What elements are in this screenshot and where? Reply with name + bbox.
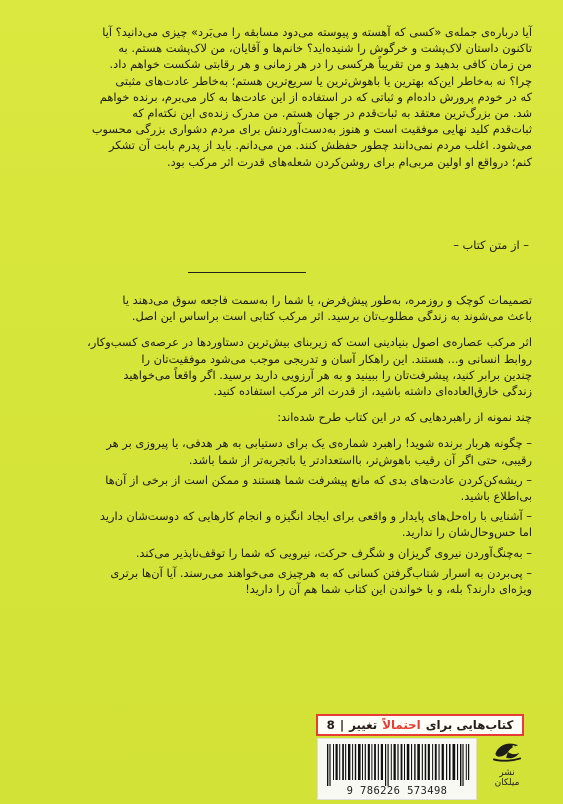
cover-footer bbox=[0, 694, 563, 804]
strategy-item-1-line-1: – چگونه هربار برنده شوید! راهبرد شماره‌ی یک برای دستیابی به هر هدفی، یا پیروزی بر هر bbox=[106, 436, 532, 451]
quote-line-7: ثبات‌قدم کلید نهایی موفقیت است و هنوز به‌دست‌آوردنش برای مردم دشواری بزرگی محسوب bbox=[91, 122, 532, 137]
quote-line-3: من زمان کافی بدهید و من تقریباً هرکسی را در هر زمانی و هر رقابتی شکست خواهم داد. bbox=[109, 57, 532, 72]
series-title-end: تغییر bbox=[349, 718, 378, 732]
strategy-item-5-line-2: ویژه‌ای دارند؟ بله، و با خواندن این کتاب شما هم آن را دارید! bbox=[245, 582, 532, 597]
series-label bbox=[316, 714, 524, 736]
strategy-item-2-line-2: بی‌اطلاع باشید. bbox=[460, 489, 532, 504]
strategy-item-1 bbox=[30, 435, 532, 467]
body-line-2: روابط انسانی و... هستند. این راهکار آسان و تدریجی موجب می‌شود موفقیت‌تان را bbox=[141, 351, 532, 366]
strategy-item-4 bbox=[30, 545, 532, 561]
quote-line-2: تاکنون داستان لاک‌پشت و خرگوش را شنیده‌اید؟ خانم‌ها و آقایان، من لاک‌پشت هستم. به bbox=[118, 41, 532, 56]
body-line-4: زندگی خارق‌العاده‌ای داشته باشید، از قدرت اثر مرکب استفاده کنید. bbox=[213, 384, 532, 399]
publisher-name: نشر میلکان bbox=[494, 768, 520, 788]
body-paragraph bbox=[30, 334, 532, 399]
intro-line-2: باعث می‌شوند به زندگی مطلوب‌تان برسید. اثر مرکب کتابی است براساس این اصل. bbox=[131, 309, 532, 324]
quote-line-5: که در خودم پرورش داده‌ام و ثباتی که در استفاده از این عادت‌ها به کار می‌برم، برنده خواهم bbox=[99, 89, 532, 104]
strategy-item-2-line-1: – ریشه‌کن‌کردن عادت‌های بدی که مانع پیشرفت شما هستند و ممکن است از برخی از آن‌ها bbox=[105, 472, 532, 487]
quote-source: – از متن کتاب – bbox=[453, 238, 529, 252]
strategy-item-2 bbox=[30, 472, 532, 504]
series-separator: | bbox=[339, 718, 345, 732]
strategy-item-3 bbox=[30, 508, 532, 540]
barcode-number: 9 786226 573498 bbox=[346, 785, 448, 797]
strategy-list-intro: چند نمونه از راهبردهایی که در این کتاب طرح شده‌اند: bbox=[277, 410, 532, 425]
series-title-highlight: احتمالاً bbox=[382, 718, 421, 732]
body-line-1: اثر مرکب عصاره‌ی اصول بنیادینی است که زیربنای بیش‌ترین دستاوردها در عرصه‌ی کسب‌وکار، bbox=[87, 335, 532, 350]
section-divider bbox=[188, 272, 306, 273]
quote-line-9: کنم؛ درواقع او اولین مربی‌ام برای روشن‌کردن شعله‌های قدرت اثر مرکب بود. bbox=[166, 154, 532, 169]
strategy-item-4-line-1: – به‌چنگ‌آوردن نیروی گریزان و شگرف حرکت، نیرویی که شما را توقف‌ناپذیر می‌کند. bbox=[135, 545, 532, 560]
quote-line-8: می‌شود. اغلب مردم نمی‌دانند چطور حفظش کنند. من می‌دانم. باید از پدرم بابت آن تشکر bbox=[109, 138, 532, 153]
intro-line-1: تصمیمات کوچک و روزمره، به‌طور پیش‌فرض، یا شما را به‌سمت فاجعه سوق می‌دهند یا bbox=[122, 293, 532, 307]
quote-line-1: آیا درباره‌ی جمله‌ی «کسی که آهسته و پیوسته می‌دود مسابقه را می‌بَرد» چیزی می‌دانید؟ آیا bbox=[102, 25, 532, 39]
series-title-start: کتاب‌هایی برای bbox=[425, 718, 514, 732]
strategy-item-5-line-1: – پی‌بردن به اسرار شتاب‌گرفتن کسانی که به هرچیزی می‌خواهند می‌رسند. آیا آن‌ها برتری bbox=[110, 565, 532, 580]
strategy-item-1-line-2: رقیبی، حتی اگر آن رقیب باهوش‌تر، بااستعدادتر یا باتجربه‌تر از شما باشد. bbox=[188, 452, 532, 467]
book-quote-excerpt bbox=[30, 24, 532, 170]
bird-logo-icon bbox=[489, 736, 525, 766]
book-description bbox=[30, 292, 532, 601]
publisher-logo bbox=[486, 736, 528, 788]
body-line-3: چندین برابر کنید، پیشرفت‌تان را ببینید و به هر آرزویی دارید برسید. اگر واقعاً می‌خواهید bbox=[123, 367, 532, 382]
strategy-item-3-line-2: اما حس‌وحال‌شان را ندارید. bbox=[401, 525, 532, 540]
strategy-item-5 bbox=[30, 565, 532, 597]
barcode-graphic bbox=[325, 744, 471, 786]
series-number: 8 bbox=[326, 718, 335, 732]
quote-line-4: چرا؟ نه به‌خاطر این‌که بهترین یا باهوش‌ترین یا سریع‌ترین هستم؛ به‌خاطر عادت‌های مثبتی bbox=[115, 73, 532, 88]
strategy-item-3-line-1: – آشنایی با راه‌حل‌های پایدار و واقعی برای ایجاد انگیزه و انجام کارهایی که دوست‌شان دارید bbox=[99, 509, 532, 524]
intro-paragraph bbox=[30, 292, 532, 324]
barcode-panel bbox=[317, 738, 477, 800]
strategy-list bbox=[30, 435, 532, 597]
quote-line-6: شد. من بزرگ‌ترین معتقد به ثبات‌قدم در جهان هستم. من مدرک زنده‌ی این نکته‌ام که bbox=[132, 106, 532, 121]
